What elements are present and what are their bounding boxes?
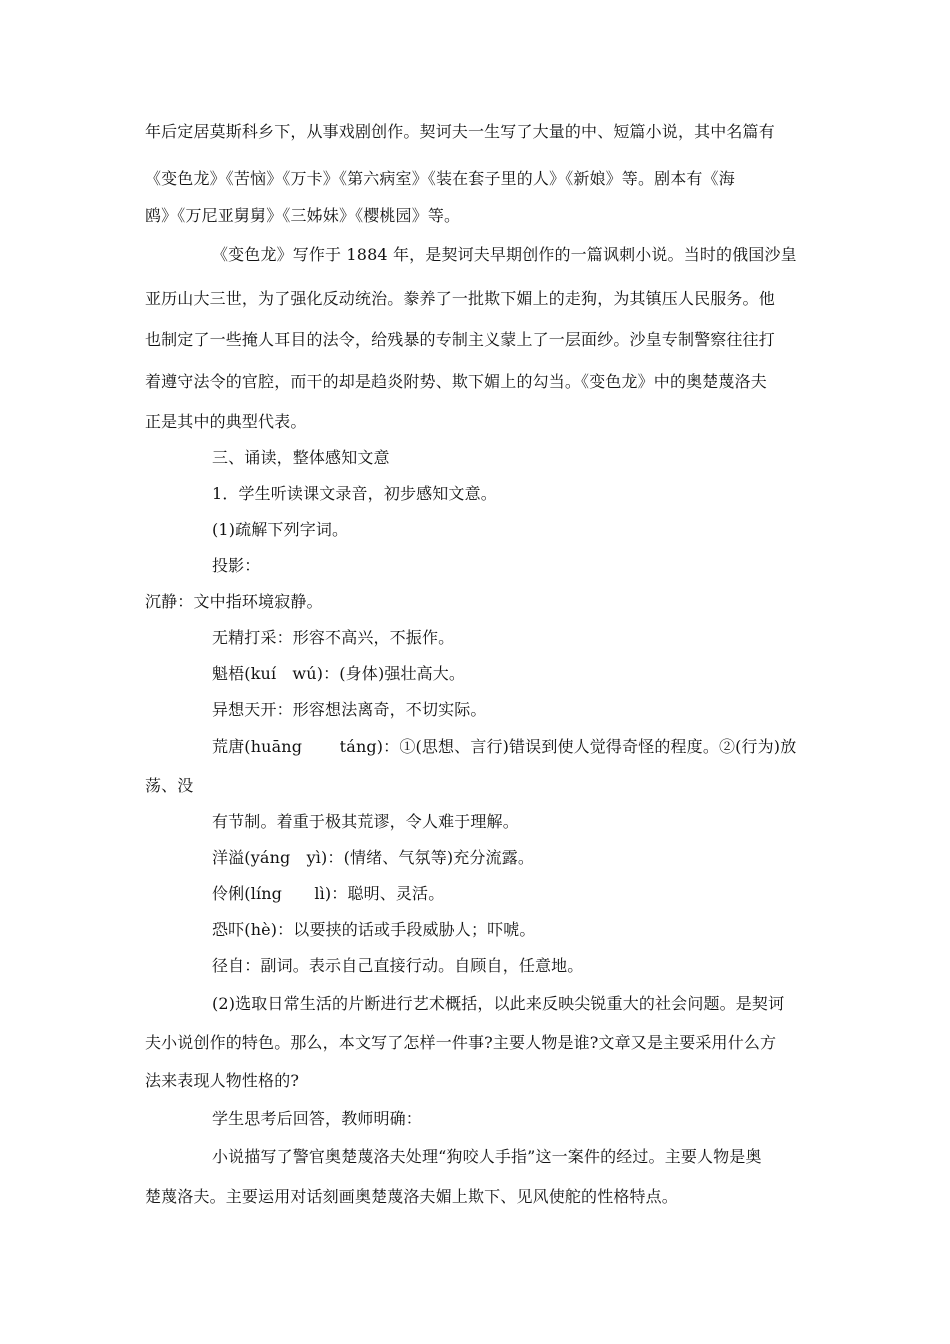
body-text-line: 有节制。着重于极其荒谬，令人难于理解。 (212, 812, 519, 831)
body-text-line: 学生思考后回答，教师明确： (212, 1109, 422, 1128)
vocab-entry: 沉静：文中指环境寂静。 (145, 592, 323, 611)
body-text-line: 投影： (212, 556, 261, 575)
sub-item: (2)选取日常生活的片断进行艺术概括，以此来反映尖锐重大的社会问题。是契诃 (212, 994, 785, 1013)
vocab-entry: 洋溢(yáng yì)：(情绪、气氛等)充分流露。 (212, 848, 535, 867)
numbered-item: 1．学生听读课文录音，初步感知文意。 (212, 484, 497, 503)
vocab-entry: 恐吓(hè)：以要挟的话或手段威胁人；吓唬。 (212, 920, 536, 939)
body-text-line: 夫小说创作的特色。那么，本文写了怎样一件事?主要人物是谁?文章又是主要采用什么方 (145, 1033, 777, 1052)
body-text-line: 也制定了一些掩人耳目的法令，给残暴的专制主义蒙上了一层面纱。沙皇专制警察往往打 (145, 330, 775, 349)
body-text-line: 荡、没 (145, 776, 194, 795)
vocab-entry: 异想天开：形容想法离奇，不切实际。 (212, 700, 487, 719)
paragraph-start-line: 《变色龙》写作于 1884 年，是契诃夫早期创作的一篇讽刺小说。当时的俄国沙皇 (212, 245, 797, 264)
vocab-entry: 魁梧(kuí wú)：(身体)强壮高大。 (212, 664, 466, 683)
body-text-line: 亚历山大三世，为了强化反动统治。豢养了一批欺下媚上的走狗，为其镇压人民服务。他 (145, 289, 775, 308)
body-text-line: 着遵守法令的官腔，而干的却是趋炎附势、欺下媚上的勾当。《变色龙》中的奥楚蔑洛夫 (145, 372, 767, 391)
paragraph-start-line: 小说描写了警官奥楚蔑洛夫处理“狗咬人手指”这一案件的经过。主要人物是奥 (212, 1147, 762, 1166)
body-text-line: 法来表现人物性格的? (145, 1071, 300, 1090)
vocab-entry: 伶俐(líng lì)：聪明、灵活。 (212, 884, 445, 903)
body-text-line: 年后定居莫斯科乡下，从事戏剧创作。契诃夫一生写了大量的中、短篇小说，其中名篇有 (145, 122, 775, 141)
body-text-line: 正是其中的典型代表。 (145, 412, 307, 431)
body-text-line: 楚蔑洛夫。主要运用对话刻画奥楚蔑洛夫媚上欺下、见风使舵的性格特点。 (145, 1187, 678, 1206)
vocab-entry: 无精打采：形容不高兴，不振作。 (212, 628, 455, 647)
section-heading: 三、诵读，整体感知文意 (212, 448, 390, 467)
vocab-entry: 荒唐(huāng táng)：①(思想、言行)错误到使人觉得奇怪的程度。②(行为)放 (212, 737, 797, 756)
vocab-entry: 径自：副词。表示自己直接行动。自顾自，任意地。 (212, 956, 584, 975)
body-text-line: 鸥》《万尼亚舅舅》《三姊妹》《樱桃园》等。 (145, 206, 461, 225)
sub-item: (1)疏解下列字词。 (212, 520, 349, 539)
body-text-line: 《变色龙》《苦恼》《万卡》《第六病室》《装在套子里的人》《新娘》等。剧本有《海 (145, 169, 735, 188)
